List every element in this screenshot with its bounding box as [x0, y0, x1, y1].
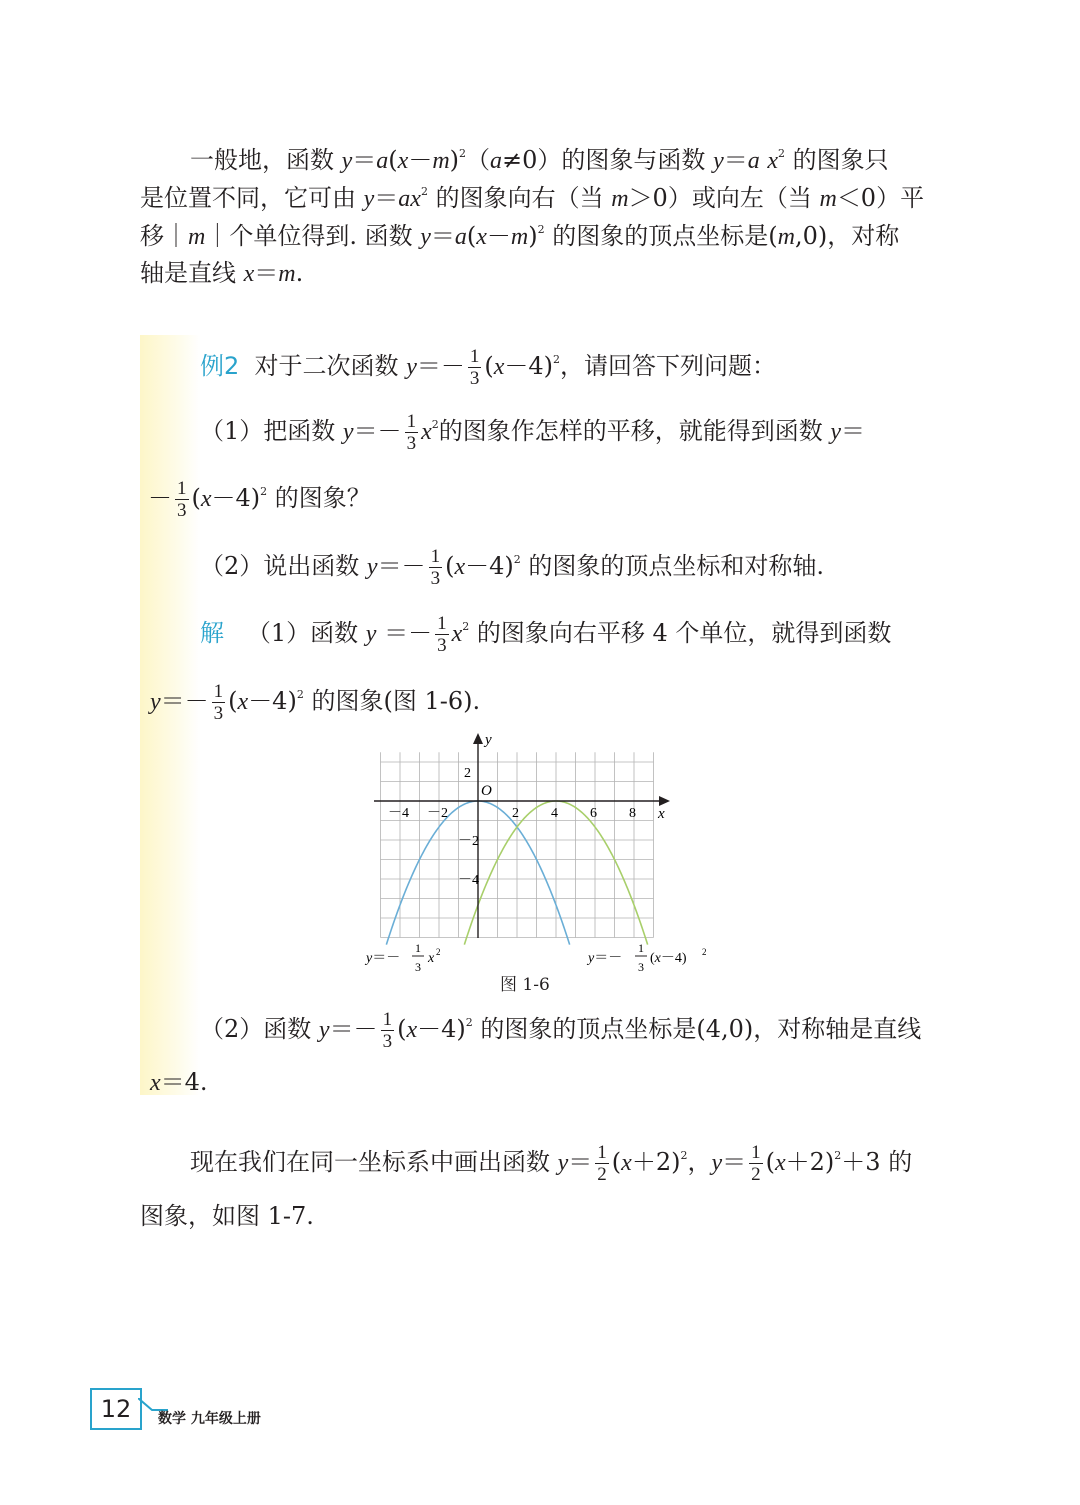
x-tick-label: 6 — [590, 806, 597, 821]
question-1-line-1: （1）把函数 y＝－ $\frac{1}{3}$ $x^2$的图象作怎样的平移，就能得到函数 y＝ — [200, 411, 866, 454]
page-number: 12 — [90, 1388, 142, 1430]
y-axis-arrow — [473, 733, 483, 744]
paragraph-1-line-3: 移｜m｜个单位得到. 函数 $y=a(x-m)^2$ 的图象的顶点坐标是(m,0)，对称 — [140, 222, 900, 250]
svg-text:2: 2 — [702, 947, 707, 957]
x-axis-arrow — [659, 796, 670, 806]
origin-label: O — [481, 783, 492, 799]
grid — [381, 752, 654, 937]
x-axis-label: x — [658, 806, 665, 822]
fraction: $\frac{1}{3}$ — [437, 613, 447, 656]
solution-2-line-1: （2）函数 y＝－ $\frac{1}{3}$ $(x-4)^2$ 的图象的顶点坐标是(4,0)，对称轴是直线 — [200, 1009, 922, 1052]
x-tick-label: 2 — [512, 806, 519, 821]
fraction: $\frac{1}{2}$ — [751, 1142, 761, 1185]
paragraph-2-line-2: 图象，如图 1-7. — [140, 1202, 314, 1230]
svg-text:1: 1 — [638, 941, 644, 955]
fraction: $\frac{1}{3}$ — [430, 546, 441, 589]
paragraph-1-line-1: 一般地，函数 $y=a(x-m)^2(a\ne 0)$的图象与函数 y＝a $x^2$ 的图象只 — [190, 146, 889, 174]
fraction: $\frac{1}{3}$ — [406, 411, 417, 454]
y-tick-label: －4 — [458, 873, 479, 888]
y-tick-label: 2 — [464, 765, 471, 781]
svg-text:3: 3 — [415, 960, 421, 974]
example-intro: 例2 对于二次函数 y＝－ $\frac{1}{3}$ $(x-4)^2$，请回答下列问题： — [200, 346, 777, 389]
fraction: $\frac{1}{3}$ — [177, 478, 187, 521]
svg-text:3: 3 — [638, 960, 644, 974]
y-tick-label: －2 — [458, 834, 479, 849]
paragraph-1-line-4: 轴是直线 x＝m. — [140, 259, 304, 287]
fraction: $\frac{1}{3}$ — [382, 1009, 393, 1052]
y-axis-label: y — [485, 732, 492, 748]
x-tick-label: －2 — [427, 806, 448, 821]
svg-text:y＝－: y＝－ — [366, 951, 401, 966]
svg-text:(x－4): (x－4) — [650, 951, 687, 966]
x-tick-label: 4 — [551, 806, 558, 821]
left-curve-label — [364, 941, 441, 974]
paragraph-2-line-1: 现在我们在同一坐标系中画出函数 y＝ $\frac{1}{2}$ $(x+2)^2$，y＝ $\frac{1}{2}$ $(x+2)^2+3$ 的 — [190, 1142, 913, 1185]
solution-1-line-1: 解 （1）函数 y ＝－ $\frac{1}{3}$ $x^2$ 的图象向右平移 4 个单位，就得到函数 — [200, 613, 892, 656]
svg-text:1: 1 — [415, 941, 421, 955]
x-tick-labels — [388, 806, 636, 821]
example-label: 例2 — [200, 352, 240, 380]
fraction: $\frac{1}{3}$ — [469, 346, 480, 389]
figure-1-6 — [360, 730, 720, 975]
svg-text:2: 2 — [436, 947, 441, 957]
y-tick-labels — [458, 766, 479, 888]
book-title: 数学 九年级上册 — [158, 1411, 261, 1427]
paragraph-1-line-2: 是位置不同，它可由 $y=ax^2$ 的图象向右（当 m＞0）或向左（当 m＜0）平 — [140, 184, 925, 212]
x-tick-label: 8 — [629, 806, 636, 821]
x-tick-label: －4 — [388, 806, 409, 821]
solution-1-line-2: y＝－ $\frac{1}{3}$ $(x-4)^2$ 的图象(图 1-6). — [150, 681, 481, 724]
right-curve-label — [586, 941, 707, 974]
figure-caption: 图 1-6 — [500, 975, 550, 995]
solution-label: 解 — [200, 619, 224, 647]
question-1-line-2: － $\frac{1}{3}$ $(x-4)^2$ 的图象？ — [148, 478, 371, 521]
fraction: $\frac{1}{2}$ — [597, 1142, 607, 1185]
question-2: （2）说出函数 y＝－ $\frac{1}{3}$ $(x-4)^2$ 的图象的顶点坐标和对称轴. — [200, 546, 824, 589]
solution-2-line-2: x＝4. — [150, 1068, 208, 1096]
fraction: $\frac{1}{3}$ — [213, 681, 224, 724]
svg-text:x: x — [428, 951, 435, 966]
svg-text:y＝－: y＝－ — [588, 951, 623, 966]
